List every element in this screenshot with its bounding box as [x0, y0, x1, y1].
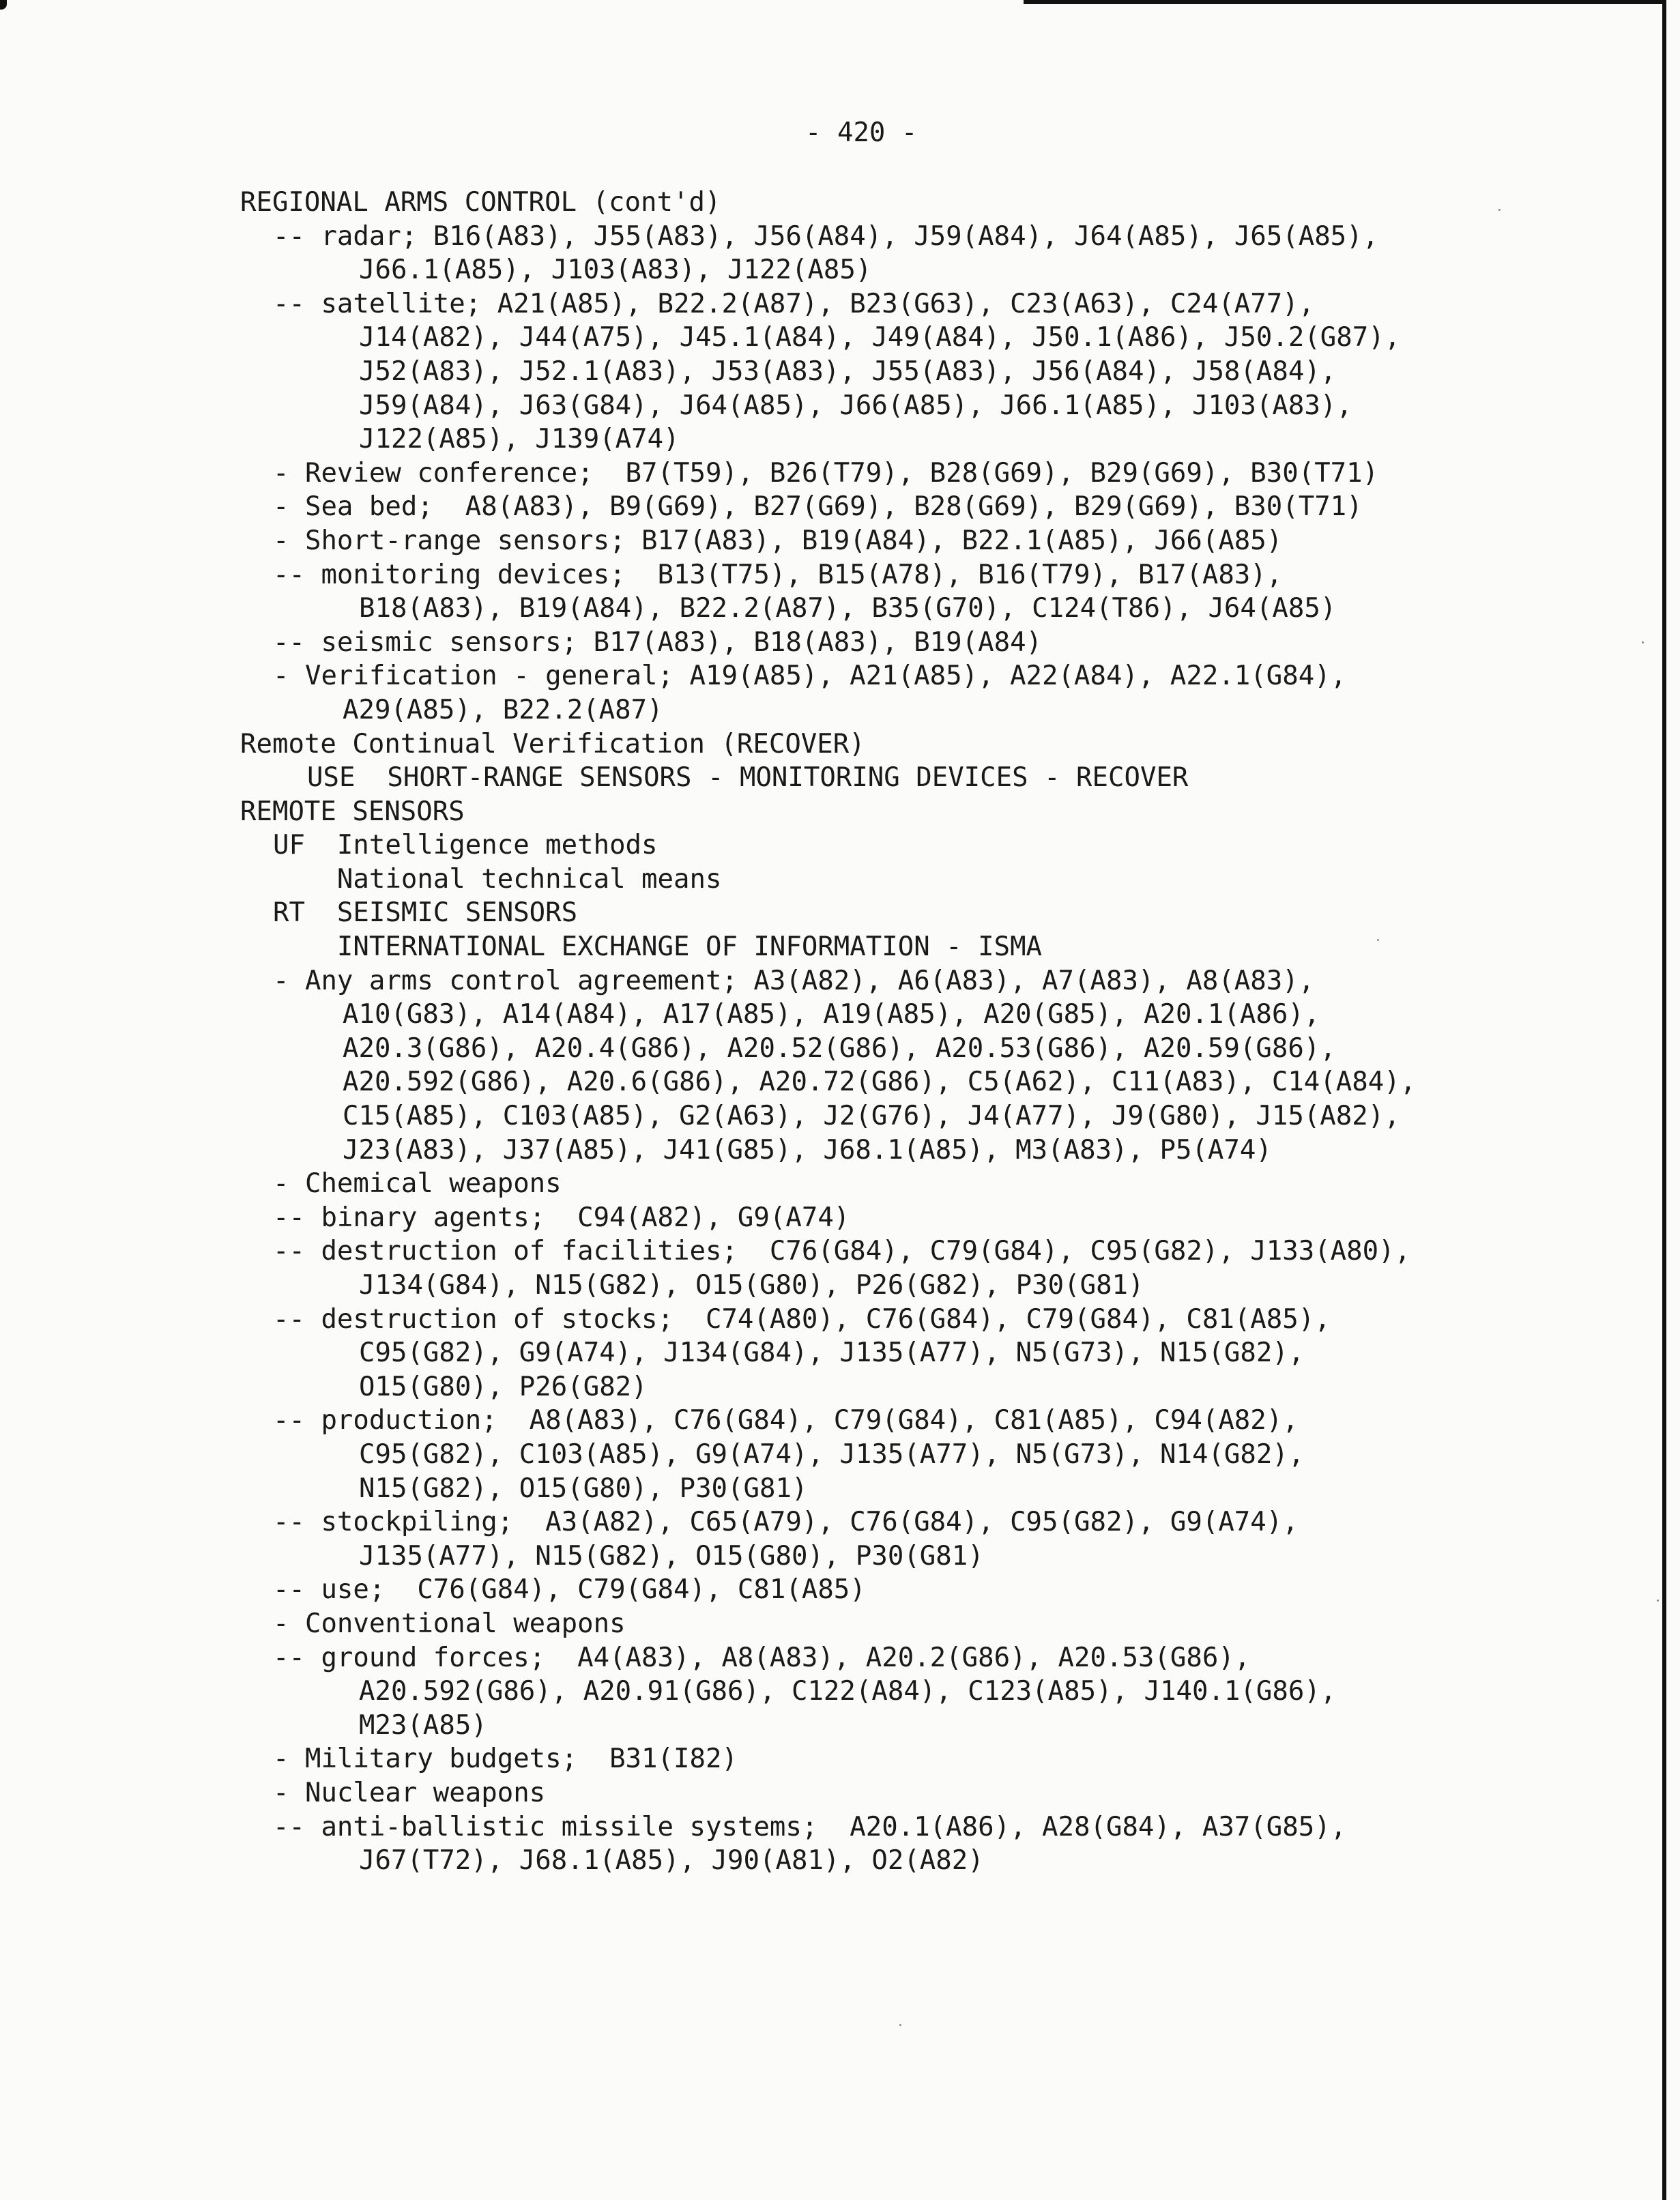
- index-line: A29(A85), B22.2(A87): [343, 694, 663, 725]
- index-line: J59(A84), J63(G84), J64(A85), J66(A85), J66.1(A85), J103(A83),: [359, 390, 1352, 421]
- index-line: J134(G84), N15(G82), O15(G80), P26(G82), P30(G81): [359, 1270, 1144, 1301]
- scan-speck: [899, 2024, 901, 2026]
- index-line: - Chemical weapons: [273, 1168, 562, 1200]
- index-line: J66.1(A85), J103(A83), J122(A85): [359, 255, 872, 286]
- index-line: -- destruction of stocks; C74(A80), C76(G84), C79(G84), C81(A85),: [273, 1303, 1331, 1335]
- index-line: C95(G82), G9(A74), J134(G84), J135(A77), N5(G73), N15(G82),: [359, 1337, 1305, 1369]
- index-line: B18(A83), B19(A84), B22.2(A87), B35(G70), C124(T86), J64(A85): [359, 593, 1337, 624]
- scan-speck: [1657, 1600, 1659, 1602]
- index-line: J23(A83), J37(A85), J41(G85), J68.1(A85), M3(A83), P5(A74): [343, 1134, 1272, 1166]
- index-line: A20.592(G86), A20.91(G86), C122(A84), C123(A85), J140.1(G86),: [359, 1676, 1337, 1707]
- index-line: -- anti-ballistic missile systems; A20.1(A86), A28(G84), A37(G85),: [273, 1811, 1347, 1842]
- index-line: J67(T72), J68.1(A85), J90(A81), O2(A82): [359, 1845, 984, 1877]
- index-line: -- binary agents; C94(A82), G9(A74): [273, 1202, 850, 1233]
- index-line: RT SEISMIC SENSORS: [273, 897, 578, 929]
- index-line: -- destruction of facilities; C76(G84), C79(G84), C95(G82), J133(A80),: [273, 1236, 1411, 1267]
- index-line: Remote Continual Verification (RECOVER): [240, 728, 865, 759]
- index-line: - Short-range sensors; B17(A83), B19(A84), B22.1(A85), J66(A85): [273, 525, 1283, 556]
- index-line: -- ground forces; A4(A83), A8(A83), A20.2(G86), A20.53(G86),: [273, 1642, 1251, 1673]
- index-line: -- radar; B16(A83), J55(A83), J56(A84), J59(A84), J64(A85), J65(A85),: [273, 220, 1379, 252]
- index-line: C95(G82), C103(A85), G9(A74), J135(A77), N5(G73), N14(G82),: [359, 1438, 1305, 1470]
- index-line: -- production; A8(A83), C76(G84), C79(G84), C81(A85), C94(A82),: [273, 1405, 1299, 1436]
- scan-speck: [1642, 641, 1644, 643]
- index-line: -- satellite; A21(A85), B22.2(A87), B23(G63), C23(A63), C24(A77),: [273, 288, 1315, 319]
- index-line: UF Intelligence methods: [273, 830, 658, 861]
- index-line: -- stockpiling; A3(A82), C65(A79), C76(G84), C95(G82), G9(A74),: [273, 1507, 1299, 1538]
- index-line: J122(A85), J139(A74): [359, 424, 680, 455]
- scan-speck: [1377, 939, 1379, 941]
- index-line: J135(A77), N15(G82), O15(G80), P30(G81): [359, 1540, 984, 1572]
- index-line: - Any arms control agreement; A3(A82), A6(A83), A7(A83), A8(A83),: [273, 965, 1315, 996]
- index-line: National technical means: [273, 863, 722, 895]
- index-line: - Verification - general; A19(A85), A21(A85), A22(A84), A22.1(G84),: [273, 661, 1347, 692]
- scan-speck: [1498, 209, 1501, 211]
- index-line: -- seismic sensors; B17(A83), B18(A83), B19(A84): [273, 626, 1043, 658]
- index-line: M23(A85): [359, 1709, 487, 1741]
- index-line: A10(G83), A14(A84), A17(A85), A19(A85), A20(G85), A20.1(A86),: [343, 999, 1320, 1030]
- index-line: USE SHORT-RANGE SENSORS - MONITORING DEVICES - RECOVER: [307, 762, 1189, 794]
- index-line: - Conventional weapons: [273, 1608, 626, 1639]
- index-line: O15(G80), P26(G82): [359, 1371, 648, 1402]
- index-line: A20.3(G86), A20.4(G86), A20.52(G86), A20.53(G86), A20.59(G86),: [343, 1032, 1336, 1064]
- index-line: C15(A85), C103(A85), G2(A63), J2(G76), J4(A77), J9(G80), J15(A82),: [343, 1101, 1400, 1132]
- scan-top-border: [1024, 0, 1665, 4]
- index-line: - Review conference; B7(T59), B26(T79), B28(G69), B29(G69), B30(T71): [273, 457, 1379, 489]
- index-line: REMOTE SENSORS: [240, 796, 465, 827]
- scan-corner-mark: [0, 0, 7, 10]
- index-line: INTERNATIONAL EXCHANGE OF INFORMATION - ISMA: [273, 931, 1043, 963]
- index-line: -- use; C76(G84), C79(G84), C81(A85): [273, 1574, 866, 1606]
- index-line: REGIONAL ARMS CONTROL (cont'd): [240, 187, 721, 218]
- scan-right-border: [1662, 0, 1666, 2200]
- index-entries: [240, 186, 1591, 1878]
- index-line: J14(A82), J44(A75), J45.1(A84), J49(A84), J50.1(A86), J50.2(G87),: [359, 322, 1401, 353]
- index-line: A20.592(G86), A20.6(G86), A20.72(G86), C5(A62), C11(A83), C14(A84),: [343, 1067, 1417, 1098]
- index-line: - Nuclear weapons: [273, 1777, 546, 1808]
- index-line: N15(G82), O15(G80), P30(G81): [359, 1473, 808, 1504]
- index-line: - Military budgets; B31(I82): [273, 1743, 738, 1775]
- page-number: - 420 -: [805, 117, 918, 148]
- index-line: J52(A83), J52.1(A83), J53(A83), J55(A83), J56(A84), J58(A84),: [359, 356, 1337, 387]
- index-line: - Sea bed; A8(A83), B9(G69), B27(G69), B28(G69), B29(G69), B30(T71): [273, 491, 1363, 523]
- index-line: -- monitoring devices; B13(T75), B15(A78), B16(T79), B17(A83),: [273, 559, 1283, 590]
